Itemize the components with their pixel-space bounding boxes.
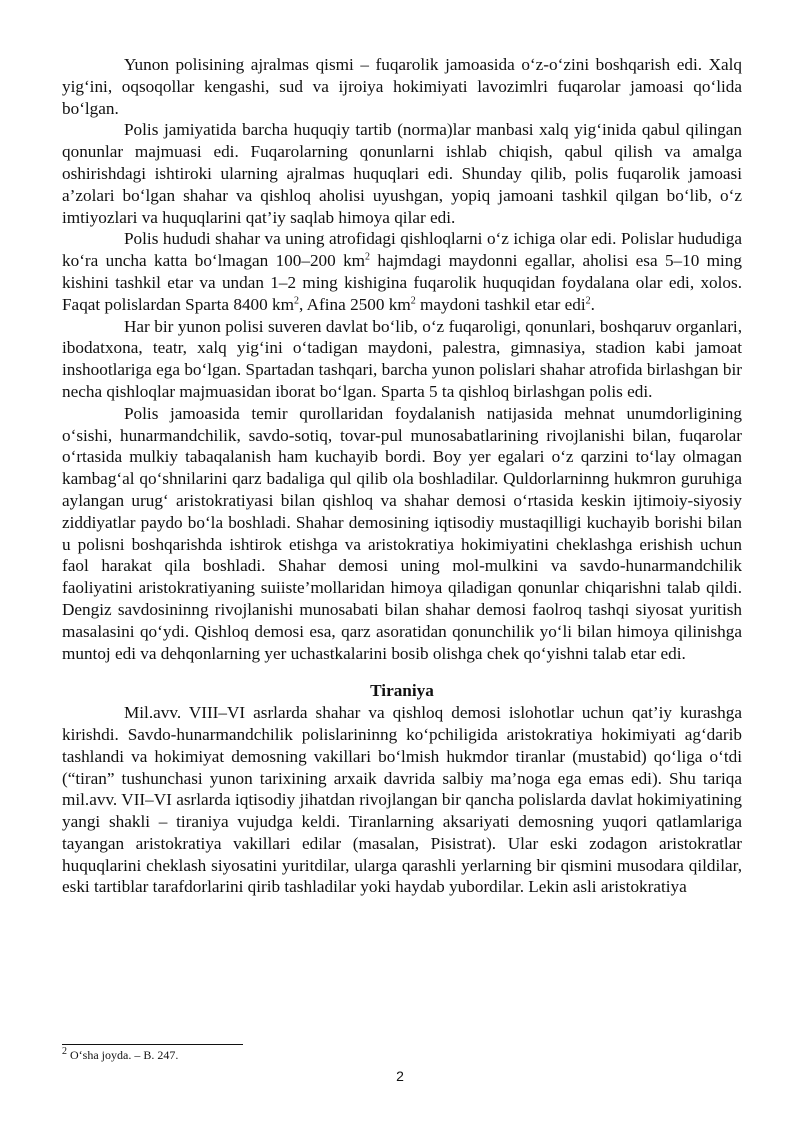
footnote-reference[interactable]: 2 — [585, 295, 591, 307]
footnote-marker: 2 — [62, 1046, 67, 1057]
paragraph-text: , Afina 2500 km — [299, 294, 411, 314]
footnote-divider — [62, 1044, 243, 1045]
paragraph: Mil.avv. VIII–VI asrlarda shahar va qishloq demosi islohotlar uchun qat’iy kurashga kirishdi. Savdo-hunarmandchilik polislarininng koʻpchiligida aristokratiya hokimiyati agʻdarib tashlandi va hokimiyat demosning vakillari boʻlmish hukmdor tiranlar (mustabid) qoʻliga oʻtdi (“tiran” tushunchasi yunon tarixining arxaik davrida salbiy ma’noga ega emas edi). Shu tariqa mil.avv. VII–VI asrlarda iqtisodiy jihatdan rivojlangan bir qancha polislarda davlat hokimiyatining yangi shakli – tiraniya vujudga keldi. Tiranlarning aksariyati demosning yuqori qatlamlariga tayangan aristokratiya vakillari edilar (masalan, Pisistrat). Ular eski zodagon aristokratlar huquqlarini cheklash siyosatini yuritdilar, ularga qarashli yerlarning bir qismini musodara qildilar, eski tartiblar tarafdorlarini qirib tashladilar yoki haydab yubordilar. Lekin asli aristokratiya — [62, 703, 742, 897]
footnote — [62, 1048, 178, 1062]
page-number: 2 — [396, 1068, 404, 1084]
document-page — [62, 54, 742, 898]
paragraph: Har bir yunon polisi suveren davlat boʻlib, oʻz fuqaroligi, qonunlari, boshqaruv organlari, ibodatxona, teatr, xalq yigʻini oʻtadigan maydoni, palestra, gimnasiya, stadion kabi jamoat inshootlariga ega boʻlgan. Spartadan tashqari, barcha yunon polislari shahar atrofida birlashgan bir necha qishloqlar majmuasidan iborat boʻlgan. Sparta 5 ta qishloq birlashgan polis edi. — [62, 316, 742, 401]
paragraph-text: hajmdagi maydonni egallar, aholisi esa 5–10 ming kishini tashkil etar va undan 1–2 ming kishigina fuqarolik huquqidan foydalana olar edi, xolos. Faqat polislardan Sparta 8400 km — [62, 251, 742, 314]
superscript: 2 — [410, 295, 416, 307]
paragraph-text: maydoni tashkil etar edi — [415, 294, 586, 314]
superscript: 2 — [294, 295, 299, 307]
paragraph-area — [62, 228, 742, 315]
paragraph: Polis jamiyatida barcha huquqiy tartib (norma)lar manbasi xalq yigʻinida qabul qilingan qonunlar majmuasi edi. Fuqarolarning qonunlarni ishlab chiqish, qabul qilish va amalga oshirishdagi ishtiroki ularning ajralmas huquqlari edi. Shunday qilib, polis fuqarolik jamoasi a’zolari boʻlgan shahar va qishloq aholisi uyushgan, yopiq jamoani tashkil qilgan boʻlib, oʻz imtiyozlari va huquqlarini qat’iy saqlab himoya qilar edi. — [62, 120, 742, 227]
section-heading: Tiraniya — [370, 681, 434, 701]
superscript: 2 — [365, 251, 371, 263]
paragraph-text: . — [590, 294, 595, 314]
paragraph: Yunon polisining ajralmas qismi – fuqarolik jamoasida oʻz-oʻzini boshqarish edi. Xalq yigʻini, oqsoqollar kengashi, sud va ijroiya hokimiyati lavozimlri fuqarolar jamoasi qoʻlida boʻlgan. — [62, 55, 742, 118]
paragraph-text: Polis hududi shahar va uning atrofidagi qishloqlarni oʻz ichiga olar edi. Polislar hududiga koʻra uncha katta boʻlmagan 100–200 km — [62, 229, 742, 271]
paragraph: Polis jamoasida temir qurollaridan foydalanish natijasida mehnat unumdorligining oʻsishi, hunarmandchilik, savdo-sotiq, tovar-pul munosabatlarining rivojlanishi bilan, fuqarolar oʻrtasida mulkiy tabaqalanish ham kuchayib bordi. Boy yer egalari oʻz qarzini toʻlay olmagan kambagʻal qoʻshnilarini qarz badaliga qul qilib ola boshladilar. Quldorlarninng hukmron guruhiga aylangan urugʻ aristokratiyasi bilan qishloq va shahar demosi oʻrtasida keskin ijtimoiy-siyosiy ziddiyatlar paydo boʻla boshladi. Shahar demosining iqtisodiy mustaqilligi kuchayib borishi bilan u polisni boshqarishda ishtirok etishga va aristokratiya hokimiyatini cheklashga erishish uchun faol harakat qila boshladi. Shahar demosi uning mol-mulkini va savdo-hunarmandchilik faoliyatini aristokratiyaning suiiste’mollaridan himoya qiladigan qonunlar chiqarishni talab qildi. Dengiz savdosininng rivojlanishi munosabati bilan shahar demosi faolroq tashqi siyosat yuritish masalasini qoʻydi. Qishloq demosi esa, qarz asoratidan qonunchilik yoʻli bilan himoya qilinishga muntoj edi va dehqonlarning yer uchastkalarini bosib olishga chek qoʻyishni talab etar edi. — [62, 403, 742, 663]
footnote-text: Oʻsha joyda. – B. 247. — [67, 1048, 179, 1062]
